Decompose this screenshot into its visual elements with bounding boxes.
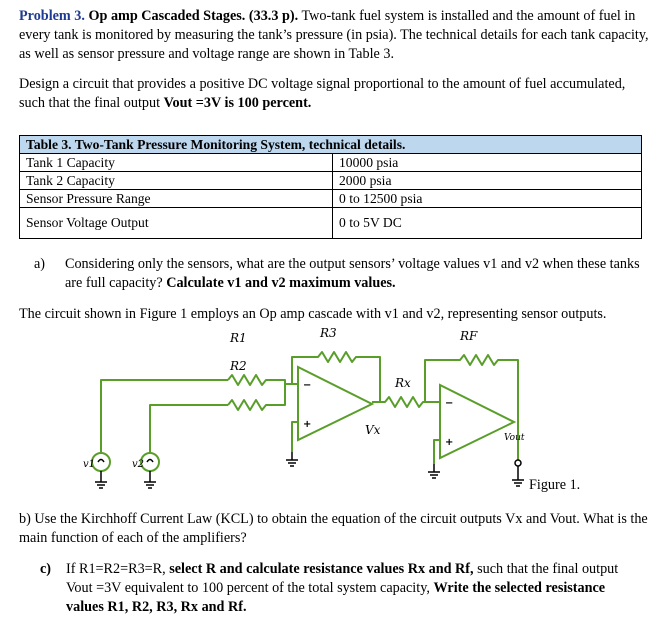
question-c-marker: c): [40, 561, 52, 577]
problem-intro: Two-tank fuel system is installed and the amount of fuel in every tank is monitored by measuring the tank’s pressure (in psia). The technical details for each tank capacity, as well as sensor pressure and voltage range are shown in Table 3.: [19, 8, 649, 62]
question-c-b1: select R and calculate resistance values Rx and Rf,: [169, 561, 474, 577]
design-statement: [19, 75, 651, 113]
table-row: [20, 190, 642, 208]
table-row: [20, 172, 642, 190]
problem-number: Problem 3.: [19, 8, 85, 24]
circuit-diagram: [80, 322, 530, 494]
ground-icon: [428, 464, 440, 478]
wire-v1: [101, 380, 228, 460]
label-r2: R2: [230, 359, 247, 373]
r1-resistor: [228, 375, 285, 385]
label-r1: R1: [230, 331, 247, 345]
table-caption-row: [20, 136, 642, 154]
svg-text:+: +: [445, 437, 454, 448]
table-3: [19, 135, 642, 239]
label-vx: Vx: [365, 423, 381, 437]
question-a-marker: a): [34, 256, 46, 272]
ground-icon: [286, 452, 298, 466]
design-bold: Vout =3V is 100 percent.: [163, 95, 312, 111]
question-a-text: Considering only the sensors, what are the output sensors’ voltage values v1 and v2 when these tanks are full capacity?: [65, 256, 640, 291]
r2-resistor: [228, 384, 298, 410]
circuit-intro: The circuit shown in Figure 1 employs an Op amp cascade with v1 and v2, representing sensor outputs.: [19, 306, 607, 322]
table-caption: Table 3. Two-Tank Pressure Monitoring System, technical details.: [20, 136, 642, 154]
figure-caption: Figure 1.: [529, 477, 581, 493]
ground-icon: [512, 466, 524, 486]
table-cell-label: Sensor Pressure Range: [20, 190, 333, 208]
question-c-t2: such that the final output Vout =3V equivalent to 100 percent of the total system capacity,: [66, 561, 619, 596]
label-vout: Vout: [504, 433, 525, 443]
table-cell-label: Tank 1 Capacity: [20, 154, 333, 172]
design-text: Design a circuit that provides a positive DC voltage signal proportional to the amount of fuel accumulated, such that the final output: [19, 76, 626, 111]
table-row: [20, 154, 642, 172]
question-c: [40, 560, 646, 617]
question-b-text: Use the Kirchhoff Current Law (KCL) to obtain the equation of the circuit outputs Vx and Vout. What is the main function of each of the amplifiers?: [19, 511, 648, 546]
question-c-b2: Write the selected resistance values R1, R2, R3, Rx and Rf.: [66, 580, 606, 615]
table-cell-value: 10000 psia: [333, 154, 642, 172]
problem-title: Op amp Cascaded Stages. (33.3 p).: [88, 8, 299, 24]
question-a: [34, 255, 646, 293]
table-row: [20, 208, 642, 239]
table-cell-label: Tank 2 Capacity: [20, 172, 333, 190]
table-cell-value: 2000 psia: [333, 172, 642, 190]
rx-resistor: [372, 397, 440, 407]
svg-text:−: −: [303, 380, 312, 391]
table-cell-label: Sensor Voltage Output: [20, 208, 333, 239]
label-v2: v2: [132, 459, 145, 470]
wire-v2: [150, 405, 228, 460]
question-a-bold: Calculate v1 and v2 maximum values.: [166, 275, 396, 291]
ground-icon: [95, 471, 107, 488]
label-rx: Rx: [395, 376, 411, 390]
question-c-t1: If R1=R2=R3=R,: [66, 561, 166, 577]
ground-icon: [144, 471, 156, 488]
question-b: [19, 510, 651, 548]
svg-text:+: +: [303, 419, 312, 430]
problem-statement: [19, 7, 651, 64]
question-b-marker: b): [19, 511, 31, 527]
table-cell-value: 0 to 5V DC: [333, 208, 642, 239]
label-r3: R3: [320, 326, 337, 340]
label-v1: v1: [83, 459, 96, 470]
label-rf: RF: [460, 329, 478, 343]
svg-text:−: −: [445, 398, 454, 409]
table-cell-value: 0 to 12500 psia: [333, 190, 642, 208]
